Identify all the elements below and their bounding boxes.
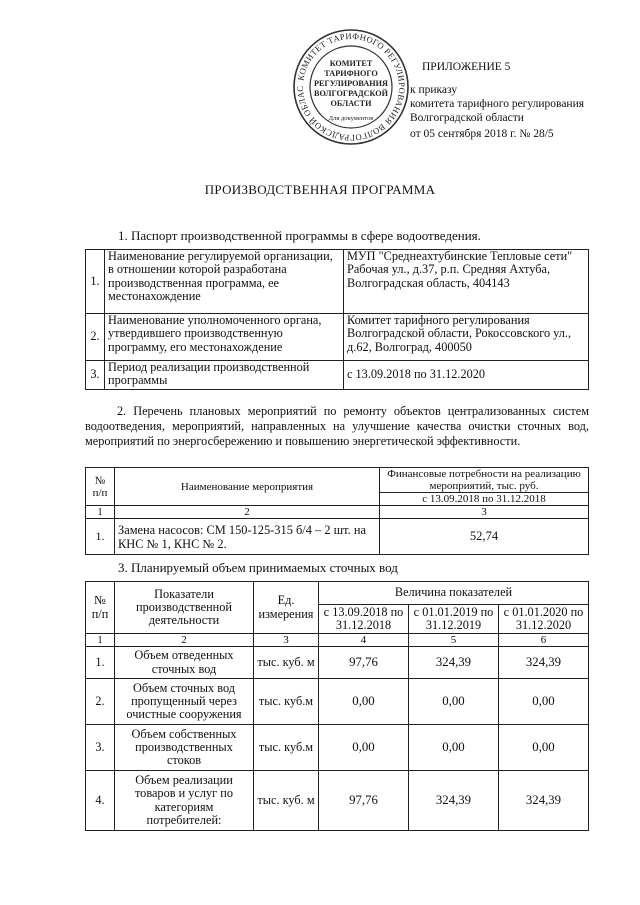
section2-text: 2. Перечень плановых мероприятий по ремонту объектов централизованных систем водоотведения, мероприятий, направленных на улучшение качества очистки сточных вод, мероприятий по энергосбережению и повышению энергетической эффективности. — [85, 404, 589, 448]
row-num: 3. — [86, 361, 105, 390]
table-header-row — [86, 468, 589, 493]
stamp-line: ОБЛАСТИ — [330, 99, 372, 108]
table-row — [86, 519, 589, 555]
index-cell: 2 — [115, 634, 254, 647]
table-row — [86, 361, 589, 390]
row-value: 324,39 — [499, 771, 589, 831]
row-unit: тыс. куб.м — [254, 725, 319, 771]
period-header: с 13.09.2018 по 31.12.2018 — [319, 605, 409, 634]
row-name: Замена насосов: СМ 150-125-315 б/4 – 2 шт. на КНС № 1, КНС № 2. — [115, 519, 380, 555]
row-name: Объем собственных производственных стоков — [115, 725, 254, 771]
row-num: 1. — [86, 647, 115, 679]
row-num: 2. — [86, 679, 115, 725]
index-cell: 1 — [86, 634, 115, 647]
value-line: Комитет тарифного регулирования Волгоградской области, Рокоссовского ул., д.62, Волгоград, 400050 — [347, 313, 572, 354]
row-num: 3. — [86, 725, 115, 771]
table-row — [86, 725, 589, 771]
row-unit: тыс. куб. м — [254, 771, 319, 831]
row-value — [344, 314, 589, 361]
period-header: с 01.01.2019 по 31.12.2019 — [409, 605, 499, 634]
row-label: Наименование регулируемой организации, в отношении которой разработана производственная программа, ее местонахождение — [105, 250, 344, 314]
index-cell: 4 — [319, 634, 409, 647]
stamp-line: ТАРИФНОГО — [324, 69, 378, 78]
row-label: Период реализации производственной программы — [105, 361, 344, 390]
page-title: ПРОИЗВОДСТВЕННАЯ ПРОГРАММА — [204, 182, 436, 197]
row-value: 0,00 — [319, 725, 409, 771]
stamp-ring-text: КОМИТЕТ ТАРИФНОГО РЕГУЛИРОВАНИЯ ВОЛГОГРАДСКОЙ ОБЛАС — [294, 30, 408, 144]
row-unit: тыс. куб.м — [254, 679, 319, 725]
index-cell: 3 — [254, 634, 319, 647]
row-num: 2. — [86, 314, 105, 361]
value-line: Рабочая ул., д.37, р.п. Средняя Ахтуба, Волгоградская область, 404143 — [347, 262, 551, 290]
row-value: 0,00 — [409, 725, 499, 771]
official-stamp — [292, 28, 410, 146]
col-num-header: № п/п — [86, 468, 115, 506]
appendix-label: ПРИЛОЖЕНИЕ 5 — [422, 61, 511, 73]
row-value: 0,00 — [409, 679, 499, 725]
row-name: Объем реализации товаров и услуг по категориям потребителей: — [115, 771, 254, 831]
table-index-row — [86, 506, 589, 519]
volumes-table — [85, 581, 589, 831]
stamp-line: ВОЛГОГРАДСКОЙ — [314, 89, 388, 98]
table-row — [86, 679, 589, 725]
col-values-header: Величина показателей — [319, 582, 589, 605]
committee-line: комитета тарифного регулирования — [410, 98, 585, 110]
to-order: к приказу — [410, 84, 458, 96]
row-value — [344, 250, 589, 314]
row-name: Объем сточных вод пропущенный через очистные сооружения — [115, 679, 254, 725]
period-header: с 01.01.2020 по 31.12.2020 — [499, 605, 589, 634]
row-value: 0,00 — [499, 725, 589, 771]
row-num: 1. — [86, 250, 105, 314]
row-label: Наименование уполномоченного органа, утвердившего производственную программу, его местонахождение — [105, 314, 344, 361]
index-cell: 1 — [86, 506, 115, 519]
row-num: 1. — [86, 519, 115, 555]
order-date: от 05 сентября 2018 г. № 28/5 — [410, 128, 554, 140]
col-indicator-header: Показатели производственной деятельности — [115, 582, 254, 634]
stamp-bottom: Для документов — [328, 115, 374, 122]
passport-table — [85, 249, 589, 390]
index-cell: 5 — [409, 634, 499, 647]
row-value: 52,74 — [380, 519, 589, 555]
value-line: с 13.09.2018 по 31.12.2020 — [347, 367, 486, 382]
index-cell: 3 — [380, 506, 589, 519]
row-value: 324,39 — [409, 647, 499, 679]
stamp-line: КОМИТЕТ — [329, 59, 373, 68]
stamp-line: РЕГУЛИРОВАНИЯ — [314, 79, 388, 88]
row-value: 0,00 — [499, 679, 589, 725]
col-num-header: № п/п — [86, 582, 115, 634]
col-name-header: Наименование мероприятия — [115, 468, 380, 506]
table-index-row — [86, 634, 589, 647]
table-row — [86, 250, 589, 314]
committee-line: Волгоградской области — [410, 112, 524, 124]
section1-title: 1. Паспорт производственной программы в сфере водоотведения. — [118, 228, 481, 243]
section2-title — [85, 404, 589, 449]
col-period-header: с 13.09.2018 по 31.12.2018 — [380, 493, 589, 506]
table-row — [86, 771, 589, 831]
table-row — [86, 647, 589, 679]
index-cell: 2 — [115, 506, 380, 519]
row-value — [344, 361, 589, 390]
col-unit-header: Ед. измерения — [254, 582, 319, 634]
row-num: 4. — [86, 771, 115, 831]
table-header-row — [86, 582, 589, 605]
col-fin-header: Финансовые потребности на реализацию мероприятий, тыс. руб. — [380, 468, 589, 493]
row-name: Объем отведенных сточных вод — [115, 647, 254, 679]
measures-table — [85, 467, 589, 555]
row-value: 324,39 — [409, 771, 499, 831]
value-line: МУП "Среднеахтубинские Тепловые сети" — [347, 249, 573, 263]
appendix-header — [404, 60, 584, 125]
row-value: 97,76 — [319, 647, 409, 679]
row-value: 324,39 — [499, 647, 589, 679]
table-row — [86, 314, 589, 361]
row-value: 0,00 — [319, 679, 409, 725]
section3-title: 3. Планируемый объем принимаемых сточных вод — [118, 560, 398, 575]
index-cell: 6 — [499, 634, 589, 647]
row-value: 97,76 — [319, 771, 409, 831]
row-unit: тыс. куб. м — [254, 647, 319, 679]
